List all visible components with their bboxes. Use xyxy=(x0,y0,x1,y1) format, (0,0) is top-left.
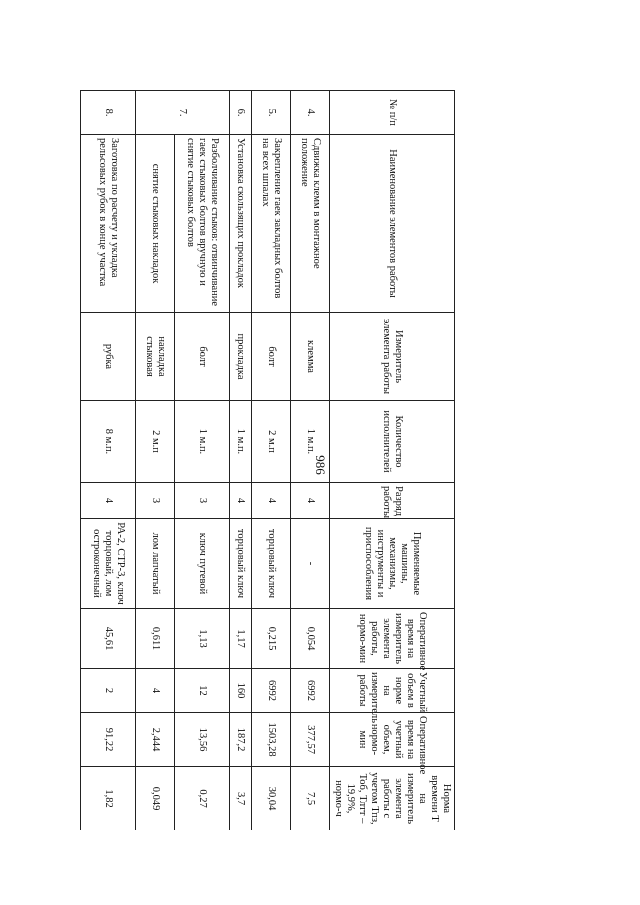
cell-op-total: 1503,28 xyxy=(252,713,291,767)
cell-grade: 4 xyxy=(229,483,252,519)
cell-volume: 6992 xyxy=(291,669,330,713)
cell-norm: 0,049 xyxy=(135,767,174,831)
header-volume: Учетный объем в норме на измеритель работы xyxy=(330,669,455,713)
cell-op-time: 1,13 xyxy=(174,609,229,669)
cell-op-total: 91,22 xyxy=(81,713,136,767)
cell-num: 5. xyxy=(252,91,291,135)
cell-meter: прокладка xyxy=(229,313,252,401)
cell-meter: накладка стыковая xyxy=(135,313,174,401)
cell-name: Разболчивание стыков: отвинчивание гаек стыковых болтов вручную и снятие стыковых болтов xyxy=(174,135,229,313)
header-name: Наименование элементов работы xyxy=(330,135,455,313)
cell-num: 8. xyxy=(81,91,136,135)
cell-volume: 6992 xyxy=(252,669,291,713)
cell-name: снятие стыковых накладок xyxy=(135,135,174,313)
cell-volume: 12 xyxy=(174,669,229,713)
cell-op-total: 187,2 xyxy=(229,713,252,767)
cell-grade: 3 xyxy=(135,483,174,519)
header-norm: Норма времени Т на измеритель элемента работы с учетом Тпз, Тоб, Тлтт – 19,9%, нормо-ч xyxy=(330,767,455,831)
cell-volume: 160 xyxy=(229,669,252,713)
header-tools: Применяемые машины, механизмы, инструменты и приспособления xyxy=(330,519,455,609)
header-num: № п/п xyxy=(330,91,455,135)
cell-op-time: 0,611 xyxy=(135,609,174,669)
cell-workers: 1 м.п. xyxy=(291,401,330,483)
cell-name: Установка скользящих прокладок xyxy=(229,135,252,313)
norms-table xyxy=(80,90,455,830)
cell-op-total: 2,444 xyxy=(135,713,174,767)
cell-op-time: 1,17 xyxy=(229,609,252,669)
cell-op-total: 13,56 xyxy=(174,713,229,767)
cell-tools: торцовый ключ xyxy=(229,519,252,609)
table-row xyxy=(229,91,252,831)
cell-num: 6. xyxy=(229,91,252,135)
cell-grade: 4 xyxy=(81,483,136,519)
cell-grade: 4 xyxy=(291,483,330,519)
cell-norm: 3,7 xyxy=(229,767,252,831)
header-grade: Разряд работы xyxy=(330,483,455,519)
cell-norm: 7,5 xyxy=(291,767,330,831)
rotated-table-wrapper xyxy=(80,90,455,830)
header-row xyxy=(330,91,455,831)
table-row xyxy=(81,91,136,831)
table-row xyxy=(174,91,229,831)
header-meter: Измеритель элемента работы xyxy=(330,313,455,401)
table-row xyxy=(135,91,174,831)
cell-num: 7. xyxy=(135,91,229,135)
cell-workers: 2 м.п xyxy=(135,401,174,483)
cell-name: Закрепление гаек закладных болтов на всех шпалах xyxy=(252,135,291,313)
cell-workers: 8 м.п. xyxy=(81,401,136,483)
header-workers: Количество исполнителей xyxy=(330,401,455,483)
cell-tools: лом лапчатый xyxy=(135,519,174,609)
cell-tools: ключ путевой xyxy=(174,519,229,609)
cell-workers: 2 м.п xyxy=(252,401,291,483)
page-number: 986 xyxy=(313,455,328,475)
cell-norm: 30,04 xyxy=(252,767,291,831)
table-row xyxy=(252,91,291,831)
cell-volume: 4 xyxy=(135,669,174,713)
cell-tools: - xyxy=(291,519,330,609)
cell-name: Сдвижка клемм в монтажное положение xyxy=(291,135,330,313)
header-op-total: Оперативное время на учетный объем, нормо-мин xyxy=(330,713,455,767)
cell-meter: болт xyxy=(252,313,291,401)
cell-op-total: 377,57 xyxy=(291,713,330,767)
cell-meter: болт xyxy=(174,313,229,401)
header-op-time: Оперативное время на измеритель элемента работы, нормо-мин xyxy=(330,609,455,669)
cell-meter: клемма xyxy=(291,313,330,401)
cell-op-time: 0,054 xyxy=(291,609,330,669)
table-row xyxy=(291,91,330,831)
cell-volume: 2 xyxy=(81,669,136,713)
cell-op-time: 0,215 xyxy=(252,609,291,669)
cell-workers: 1 м.п. xyxy=(229,401,252,483)
cell-meter: рубка xyxy=(81,313,136,401)
cell-grade: 4 xyxy=(252,483,291,519)
table-sheet xyxy=(80,90,455,830)
cell-workers: 1 м.п. xyxy=(174,401,229,483)
cell-norm: 0,27 xyxy=(174,767,229,831)
cell-grade: 3 xyxy=(174,483,229,519)
cell-tools: торцовый ключ xyxy=(252,519,291,609)
cell-norm: 1,82 xyxy=(81,767,136,831)
cell-num: 4. xyxy=(291,91,330,135)
cell-op-time: 45,61 xyxy=(81,609,136,669)
cell-tools: РА-2, СТР-3, ключ торцовый, лом остроконечный xyxy=(81,519,136,609)
cell-name: Заготовка по расчету и укладка рельсовых рубок в конце участка xyxy=(81,135,136,313)
